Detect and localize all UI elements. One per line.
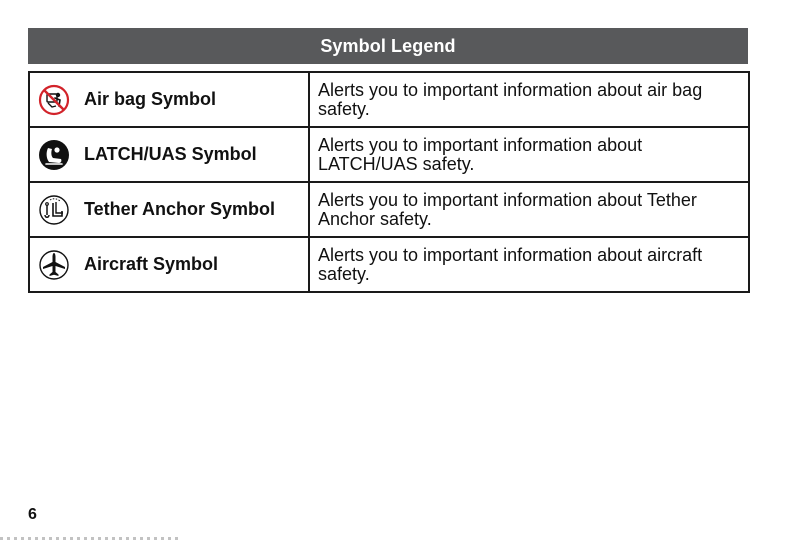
description-cell — [309, 237, 749, 292]
airbag-warning-icon — [38, 84, 70, 116]
symbol-description: Alerts you to important information about LATCH/UAS safety. — [318, 134, 643, 174]
table-row — [29, 182, 749, 237]
symbol-cell — [29, 237, 309, 292]
table-row — [29, 237, 749, 292]
symbol-cell — [29, 182, 309, 237]
symbol-cell — [29, 127, 309, 182]
description-cell — [309, 72, 749, 127]
description-cell — [309, 127, 749, 182]
aircraft-icon — [38, 249, 70, 281]
symbol-label: LATCH/UAS Symbol — [84, 144, 257, 164]
symbol-label: Tether Anchor Symbol — [84, 199, 276, 219]
table-row — [29, 72, 749, 127]
symbol-legend-table — [28, 71, 750, 293]
tether-anchor-icon — [38, 194, 70, 226]
table-row — [29, 127, 749, 182]
symbol-description: Alerts you to important information about air bag safety. — [318, 79, 703, 119]
page-number: 6 — [28, 506, 37, 523]
description-cell — [309, 182, 749, 237]
symbol-description: Alerts you to important information about Tether Anchor safety. — [318, 189, 697, 229]
symbol-label: Aircraft Symbol — [84, 254, 219, 274]
latch-uas-icon — [38, 139, 70, 171]
symbol-label: Air bag Symbol — [84, 89, 217, 109]
symbol-description: Alerts you to important information about aircraft safety. — [318, 244, 703, 284]
symbol-cell — [29, 72, 309, 127]
legend-title: Symbol Legend — [28, 28, 748, 64]
